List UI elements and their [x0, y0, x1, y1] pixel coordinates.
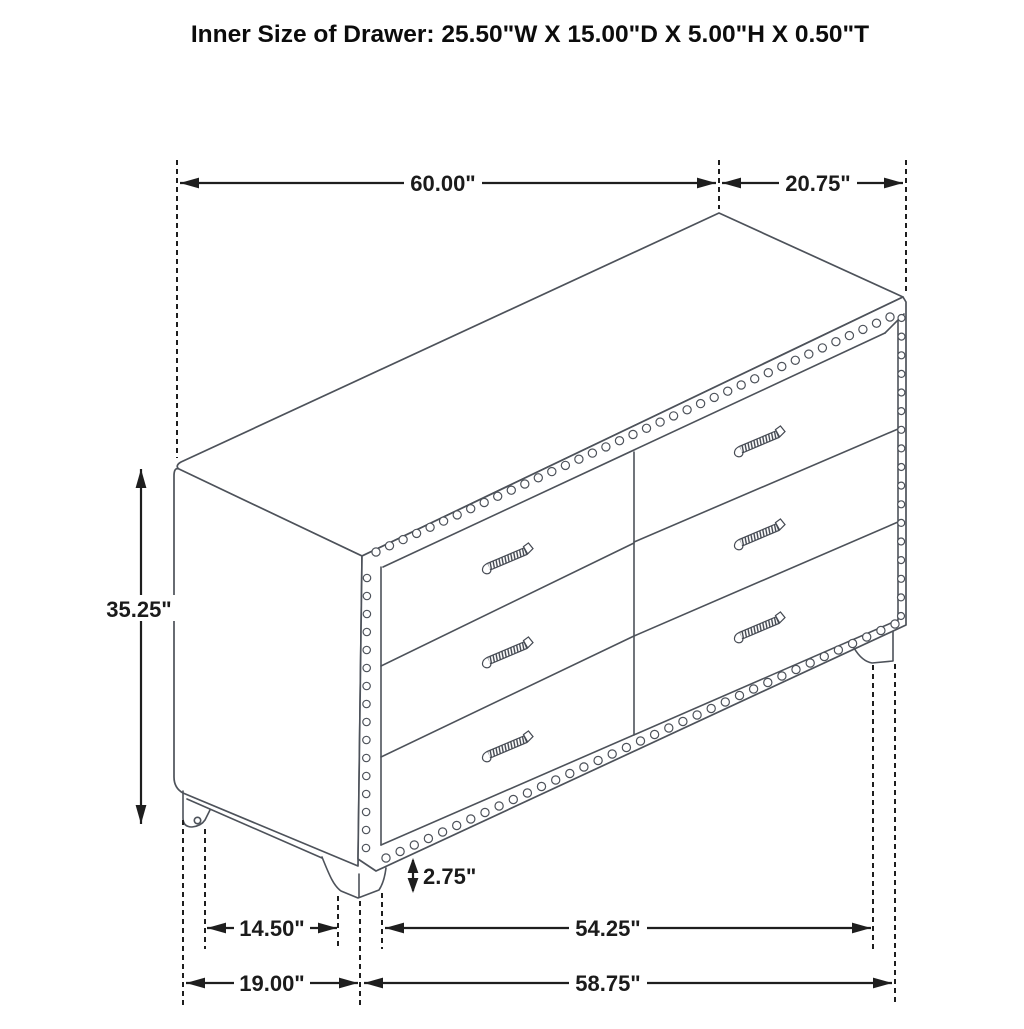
nailhead-icon [636, 737, 644, 745]
nailhead-icon [363, 682, 370, 689]
nailhead-icon [863, 633, 871, 641]
nailhead-icon [697, 400, 705, 408]
dimension-side-depth [186, 969, 358, 996]
nailhead-icon [363, 664, 370, 671]
dim-top-depth-label: 20.75" [785, 171, 851, 196]
nailhead-icon [898, 426, 905, 433]
nailhead-icon [363, 610, 370, 617]
nailhead-icon [898, 613, 905, 620]
nailhead-icon [898, 519, 905, 526]
nailhead-icon [877, 626, 885, 634]
nailhead-icon [382, 854, 390, 862]
nailhead-icon [751, 375, 759, 383]
nailhead-icon [778, 672, 786, 680]
nailhead-icon [818, 344, 826, 352]
nailhead-icon [594, 756, 602, 764]
nailhead-icon [363, 628, 370, 635]
nailhead-icon [480, 498, 488, 506]
nailhead-icon [495, 802, 503, 810]
nailhead-icon [521, 480, 529, 488]
nailhead-icon [642, 424, 650, 432]
nailhead-icon [363, 790, 370, 797]
dim-front-foot-span-label: 54.25" [575, 916, 641, 941]
page-title: Inner Size of Drawer: 25.50"W X 15.00"D X 5.00"H X 0.50"T [190, 21, 870, 48]
nailhead-icon [735, 691, 743, 699]
dimension-front-width [364, 969, 892, 996]
nailhead-icon [426, 523, 434, 531]
nailhead-icon [453, 511, 461, 519]
nailhead-icon [849, 639, 857, 647]
dim-side-foot-span-label: 14.50" [239, 916, 305, 941]
nailhead-icon [898, 482, 905, 489]
nailhead-icon [764, 678, 772, 686]
nailhead-icon [898, 408, 905, 415]
nailhead-icon [898, 389, 905, 396]
nailhead-icon [670, 412, 678, 420]
nailhead-icon [363, 754, 370, 761]
dim-side-depth-label: 19.00" [239, 971, 305, 996]
nailhead-icon [481, 808, 489, 816]
nailhead-icon [396, 847, 404, 855]
nailhead-icon [898, 333, 905, 340]
nailhead-icon [362, 808, 369, 815]
nailhead-icon [552, 776, 560, 784]
nailhead-icon [898, 501, 905, 508]
nailhead-icon [872, 319, 880, 327]
nailhead-icon [845, 332, 853, 340]
nailhead-icon [363, 574, 370, 581]
nailhead-icon [548, 468, 556, 476]
nailhead-icon [651, 730, 659, 738]
nailhead-icon [509, 795, 517, 803]
nailhead-icon [898, 352, 905, 359]
nailhead-icon [665, 724, 673, 732]
dim-top-width-label: 60.00" [410, 171, 476, 196]
nailhead-icon [588, 449, 596, 457]
nailhead-icon [898, 315, 905, 322]
nailhead-icon [721, 698, 729, 706]
nailhead-icon [363, 646, 370, 653]
nailhead-icon [363, 592, 370, 599]
nailhead-icon [440, 517, 448, 525]
nailhead-icon [820, 652, 828, 660]
nailhead-icon [778, 362, 786, 370]
nailhead-icon [363, 700, 370, 707]
nailhead-icon [439, 828, 447, 836]
nailhead-icon [467, 815, 475, 823]
nailhead-icon [523, 789, 531, 797]
dim-foot-height-label: 2.75" [423, 864, 477, 889]
nailhead-icon [363, 736, 370, 743]
nailhead-icon [608, 750, 616, 758]
dimension-foot-height [408, 858, 477, 893]
nailhead-icon [764, 369, 772, 377]
nailhead-icon [363, 772, 370, 779]
nailhead-icon [834, 646, 842, 654]
nailhead-icon [363, 718, 370, 725]
dim-height-label: 35.25" [106, 597, 172, 622]
nailhead-icon [602, 443, 610, 451]
nailhead-icon [656, 418, 664, 426]
nailhead-icon [737, 381, 745, 389]
dimension-top-width [180, 169, 716, 196]
nailhead-icon [707, 704, 715, 712]
nailhead-icon [859, 325, 867, 333]
nailhead-icon [693, 711, 701, 719]
nailhead-icon [575, 455, 583, 463]
nailhead-icon [580, 763, 588, 771]
nailhead-icon [898, 575, 905, 582]
nailhead-icon [832, 338, 840, 346]
nailhead-icon [399, 536, 407, 544]
nailhead-icon [615, 437, 623, 445]
dresser-drawing [174, 213, 906, 898]
nailhead-icon [898, 445, 905, 452]
nailhead-icon [453, 821, 461, 829]
nailhead-icon [534, 474, 542, 482]
nailhead-icon [891, 620, 899, 628]
nailhead-icon [750, 685, 758, 693]
nailhead-icon [898, 464, 905, 471]
nailhead-icon [362, 826, 369, 833]
nailhead-icon [372, 548, 380, 556]
nailhead-icon [886, 313, 894, 321]
nailhead-icon [362, 844, 369, 851]
nailhead-icon [385, 542, 393, 550]
nailhead-icon [410, 841, 418, 849]
nailhead-icon [898, 594, 905, 601]
nailhead-icon [898, 538, 905, 545]
nailhead-icon [724, 387, 732, 395]
dimension-top-depth [722, 169, 903, 196]
nailhead-icon [467, 505, 475, 513]
nailhead-icon [806, 659, 814, 667]
nailhead-icon [507, 486, 515, 494]
dim-front-width-label: 58.75" [575, 971, 641, 996]
dimension-front-foot-span [385, 914, 871, 941]
nailhead-icon [537, 782, 545, 790]
nailhead-icon [494, 492, 502, 500]
nailhead-icon [679, 717, 687, 725]
nailhead-icon [424, 834, 432, 842]
nailhead-icon [710, 393, 718, 401]
dimension-side-foot-span [207, 914, 337, 941]
nailhead-icon [566, 769, 574, 777]
nailhead-icon [629, 430, 637, 438]
nailhead-icon [622, 743, 630, 751]
nailhead-icon [413, 529, 421, 537]
nailhead-icon [792, 665, 800, 673]
nailhead-icon [683, 406, 691, 414]
nailhead-icon [898, 370, 905, 377]
dimension-height [100, 469, 178, 824]
nailhead-icon [805, 350, 813, 358]
nailhead-icon [898, 557, 905, 564]
nailhead-icon [791, 356, 799, 364]
nailhead-icon [561, 461, 569, 469]
